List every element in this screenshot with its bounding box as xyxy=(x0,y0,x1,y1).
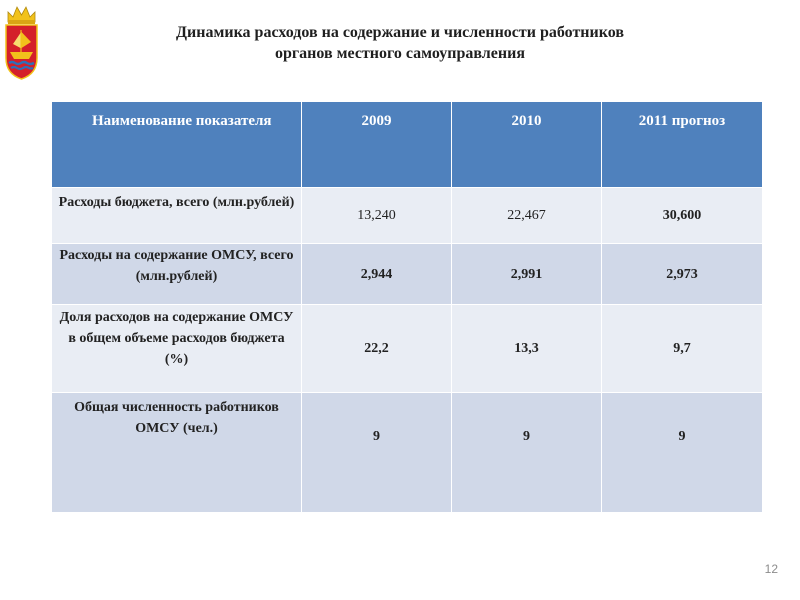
cell-value: 9 xyxy=(452,393,602,513)
row-label: Расходы на содержание ОМСУ, всего (млн.рублей) xyxy=(52,244,302,305)
cell-value: 13,240 xyxy=(302,188,452,244)
cell-value: 22,2 xyxy=(302,305,452,393)
cell-value: 9,7 xyxy=(602,305,763,393)
cell-value: 9 xyxy=(302,393,452,513)
cell-value: 2,973 xyxy=(602,244,763,305)
cell-value: 30,600 xyxy=(602,188,763,244)
table-row xyxy=(52,188,763,244)
cell-value: 22,467 xyxy=(452,188,602,244)
column-header-2011-forecast: 2011 прогноз xyxy=(602,102,763,188)
row-label: Расходы бюджета, всего (млн.рублей) xyxy=(52,188,302,244)
title-line-2: органов местного самоуправления xyxy=(275,45,525,62)
column-header-indicator: Наименование показателя xyxy=(52,102,302,188)
table-row xyxy=(52,244,763,305)
slide-number: 12 xyxy=(764,562,778,576)
column-header-2009: 2009 xyxy=(302,102,452,188)
column-header-2010: 2010 xyxy=(452,102,602,188)
coat-of-arms-icon xyxy=(3,2,40,81)
expenditure-table xyxy=(51,101,763,513)
cell-value: 13,3 xyxy=(452,305,602,393)
cell-value: 9 xyxy=(602,393,763,513)
cell-value: 2,991 xyxy=(452,244,602,305)
cell-value: 2,944 xyxy=(302,244,452,305)
page-title xyxy=(120,22,680,64)
table-row xyxy=(52,305,763,393)
row-label: Доля расходов на содержание ОМСУ в общем объеме расходов бюджета (%) xyxy=(52,305,302,393)
row-label: Общая численность работников ОМСУ (чел.) xyxy=(52,393,302,513)
title-line-1: Динамика расходов на содержание и численности работников xyxy=(176,24,624,41)
table-header-row xyxy=(52,102,763,188)
table-row xyxy=(52,393,763,513)
